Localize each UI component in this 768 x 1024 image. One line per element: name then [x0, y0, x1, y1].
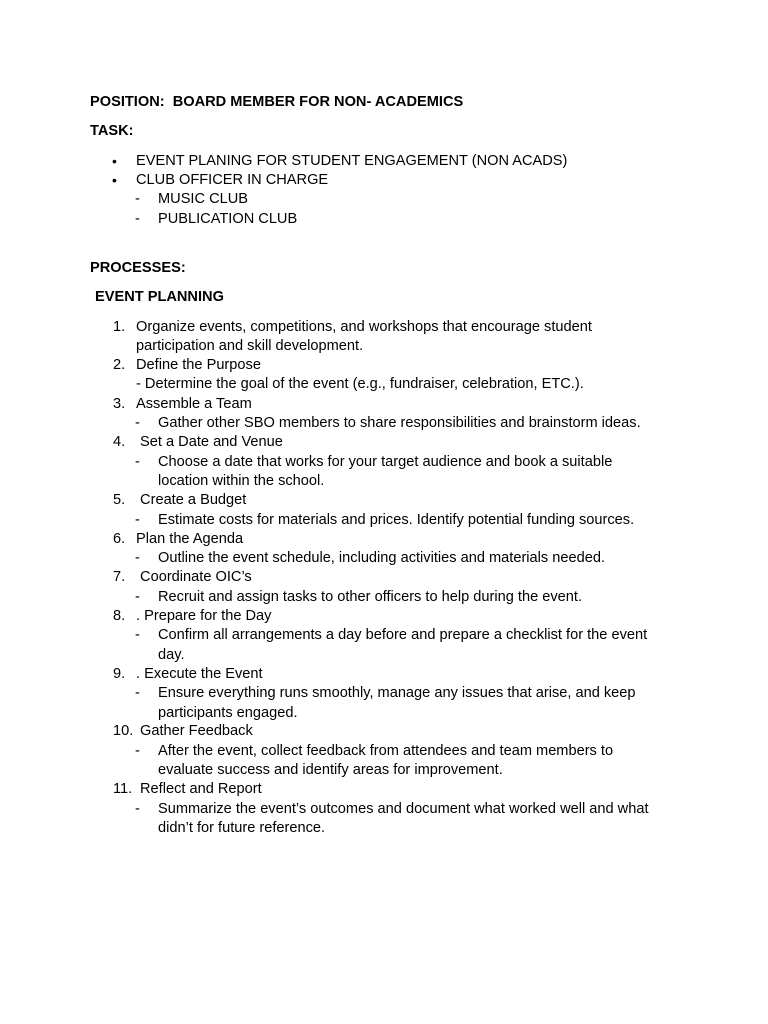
task-item: CLUB OFFICER IN CHARGE — [136, 172, 329, 188]
position-title: BOARD MEMBER FOR NON- ACADEMICS — [172, 94, 464, 110]
step-detail: Summarize the event’s outcomes and document what worked well and what — [158, 801, 649, 817]
dash-marker: - — [135, 685, 140, 701]
step-number: 11. — [113, 781, 133, 797]
step-number: 5. — [113, 492, 126, 508]
step-detail: participants engaged. — [158, 705, 298, 721]
dash-marker: - — [135, 191, 140, 207]
step-number: 1. — [113, 319, 126, 335]
position-line — [90, 93, 463, 112]
step-detail: evaluate success and identify areas for improvement. — [158, 762, 503, 778]
step-number: 6. — [113, 531, 126, 547]
step-detail: day. — [158, 647, 185, 663]
step-title: . Execute the Event — [136, 666, 263, 682]
step-number: 10. — [113, 723, 134, 739]
step-title: Set a Date and Venue — [136, 434, 283, 450]
step-title: Organize events, competitions, and workshops that encourage student — [136, 319, 592, 335]
dash-marker: - — [135, 550, 140, 566]
dash-marker: - — [135, 801, 140, 817]
step-number: 9. — [113, 666, 126, 682]
step-detail: location within the school. — [158, 473, 325, 489]
step-title: Define the Purpose — [136, 357, 261, 373]
step-detail: Outline the event schedule, including activities and materials needed. — [158, 550, 606, 566]
position-label: POSITION: — [90, 94, 165, 110]
step-detail: Ensure everything runs smoothly, manage any issues that arise, and keep — [158, 685, 636, 701]
step-detail: Estimate costs for materials and prices. Identify potential funding sources. — [158, 512, 635, 528]
step-title: . Prepare for the Day — [136, 608, 272, 624]
step-number: 8. — [113, 608, 126, 624]
step-number: 3. — [113, 396, 126, 412]
step-detail: After the event, collect feedback from attendees and team members to — [158, 743, 614, 759]
club-item: MUSIC CLUB — [158, 191, 249, 207]
step-detail: Choose a date that works for your target audience and book a suitable — [158, 454, 613, 470]
dash-marker: - — [135, 415, 140, 431]
step-number: 4. — [113, 434, 126, 450]
step-title: Gather Feedback — [140, 723, 253, 739]
dash-marker: - — [135, 211, 140, 227]
step-title: Reflect and Report — [140, 781, 262, 797]
dash-marker: - — [135, 512, 140, 528]
step-title: Create a Budget — [136, 492, 247, 508]
bullet-icon: • — [112, 153, 117, 169]
step-title: Coordinate OIC’s — [136, 569, 252, 585]
step-detail: didn’t for future reference. — [158, 820, 326, 836]
task-item: EVENT PLANING FOR STUDENT ENGAGEMENT (NON ACADS) — [136, 153, 568, 169]
step-detail: - Determine the goal of the event (e.g., fundraiser, celebration, ETC.). — [136, 376, 584, 392]
dash-marker: - — [135, 589, 140, 605]
event-planning-heading: EVENT PLANNING — [95, 289, 224, 305]
processes-heading: PROCESSES: — [90, 260, 186, 276]
step-detail: Confirm all arrangements a day before and prepare a checklist for the event — [158, 627, 648, 643]
dash-marker: - — [135, 743, 140, 759]
dash-marker: - — [135, 627, 140, 643]
task-heading: TASK: — [90, 123, 134, 139]
step-title: participation and skill development. — [136, 338, 364, 354]
step-title: Plan the Agenda — [136, 531, 244, 547]
step-title: Assemble a Team — [136, 396, 252, 412]
step-detail: Gather other SBO members to share responsibilities and brainstorm ideas. — [158, 415, 641, 431]
club-item: PUBLICATION CLUB — [158, 211, 298, 227]
bullet-icon: • — [112, 172, 117, 188]
step-detail: Recruit and assign tasks to other officers to help during the event. — [158, 589, 583, 605]
step-number: 2. — [113, 357, 126, 373]
step-number: 7. — [113, 569, 126, 585]
dash-marker: - — [135, 454, 140, 470]
